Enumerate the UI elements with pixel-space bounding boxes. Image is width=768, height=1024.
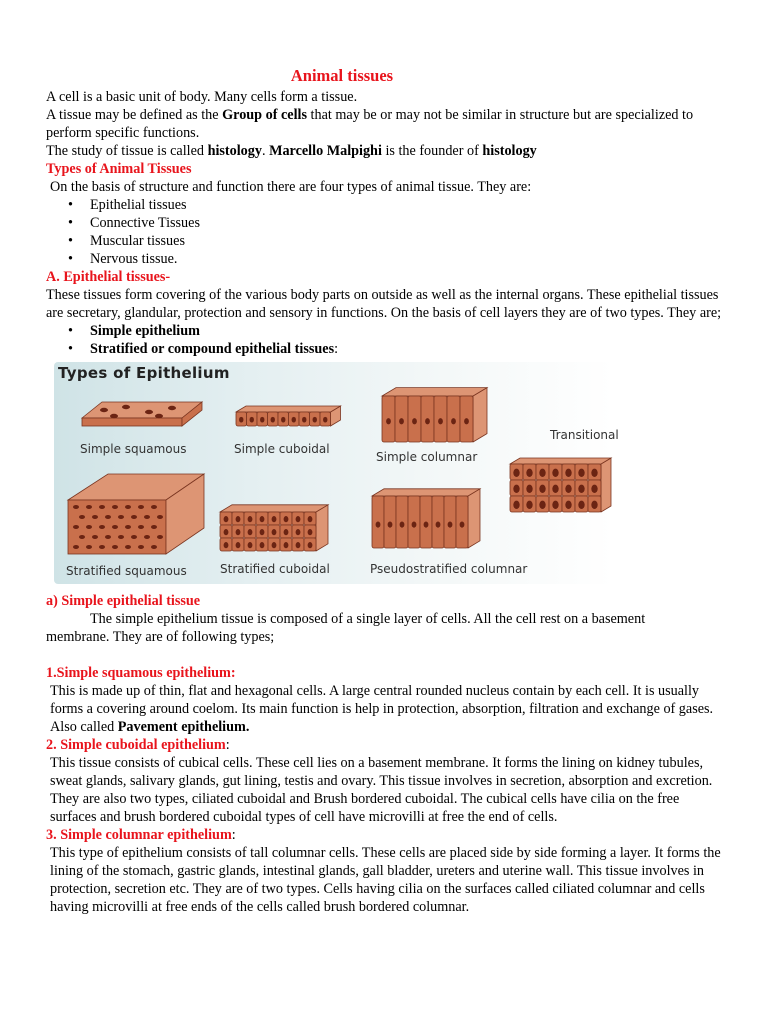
intro-line-3: [46, 142, 726, 160]
stratified-squamous-nucleus: [151, 545, 157, 549]
simple-epithelial-heading: a) Simple epithelial tissue: [46, 593, 201, 609]
simple-text-line-2: membrane. They are of following types;: [46, 629, 275, 645]
stratified-squamous-nucleus: [138, 545, 144, 549]
stratified-squamous-nucleus: [105, 535, 111, 539]
stratified-squamous-nucleus: [157, 535, 163, 539]
intro-line-3-mid: is the founder of: [381, 143, 483, 159]
squamous-heading: 1.Simple squamous epithelium:: [46, 665, 236, 681]
simple-text-line-1: [46, 610, 726, 628]
simple-epithelium-item: Simple epithelium: [90, 323, 200, 339]
stratified-squamous-nucleus: [105, 515, 111, 519]
stratified-squamous-nucleus: [92, 515, 98, 519]
stratified-squamous-nucleus: [99, 505, 105, 509]
label-simple-cuboidal: Simple cuboidal: [234, 442, 330, 456]
stratified-epithelium-item: Stratified or compound epithelial tissues: [90, 341, 335, 357]
stratified-squamous-nucleus: [73, 505, 79, 509]
squamous-text-body: This is made up of thin, flat and hexagonal cells. A large central rounded nucleus contain by each cell. It is usually forms a covering around coelom. Its main function is help in protection, absorption, filtration and exchange of gases. Also called: [50, 683, 714, 735]
squamous-text: [46, 682, 726, 736]
stratified-squamous-nucleus: [144, 515, 150, 519]
page-title: Animal tissues: [290, 66, 394, 85]
cuboidal-heading-row: [46, 736, 726, 754]
label-stratified-squamous: Stratified squamous: [66, 564, 187, 578]
squamous-nucleus: [145, 410, 153, 414]
epithelium-illustration: [54, 362, 614, 584]
intro-line-3-pre: The study of tissue is called: [46, 143, 208, 159]
stratified-squamous-nucleus: [99, 525, 105, 529]
stratified-squamous-nucleus: [125, 545, 131, 549]
squamous-nucleus: [122, 405, 130, 409]
stratified-squamous-nucleus: [138, 505, 144, 509]
label-transitional: Transitional: [550, 428, 619, 442]
stratified-squamous-nucleus: [79, 535, 85, 539]
intro-line-3-sep: .: [261, 143, 270, 159]
list-item: • Muscular tissues: [46, 232, 726, 250]
simple-cuboidal-block: [236, 406, 341, 426]
squamous-nucleus: [100, 408, 108, 412]
simple-squamous-front: [82, 418, 182, 426]
intro-line-2-post: that may be or may not be similar in structure but are specialized to perform specific functions.: [46, 107, 694, 141]
stratified-squamous-nucleus: [151, 505, 157, 509]
stratified-squamous-nucleus: [131, 515, 137, 519]
heading-suffix: :: [231, 827, 236, 843]
epithelial-heading: A. Epithelial tissues-: [46, 269, 171, 285]
stratified-squamous-nucleus: [92, 535, 98, 539]
stratified-squamous-nucleus: [144, 535, 150, 539]
figure-title: Types of Epithelium: [58, 364, 230, 382]
squamous-nucleus: [155, 414, 163, 418]
list-item: • Connective Tissues: [46, 214, 726, 232]
stratified-squamous-nucleus: [112, 525, 118, 529]
cuboidal-heading: 2. Simple cuboidal epithelium: [46, 737, 226, 753]
epithelial-types-list: [46, 322, 726, 358]
stratified-squamous-nucleus: [86, 505, 92, 509]
pseudostratified-block: [372, 489, 480, 548]
histology-term-2: histology: [482, 143, 537, 159]
stratified-squamous-nucleus: [125, 505, 131, 509]
squamous-nucleus: [110, 414, 118, 418]
intro-line-1: A cell is a basic unit of body. Many cells form a tissue.: [46, 89, 358, 105]
label-stratified-cuboidal: Stratified cuboidal: [220, 562, 330, 576]
stratified-squamous-nucleus: [118, 515, 124, 519]
stratified-squamous-nucleus: [118, 535, 124, 539]
stratified-cuboidal-block: [220, 505, 328, 551]
label-simple-columnar: Simple columnar: [376, 450, 478, 464]
transitional-block: [510, 458, 611, 512]
stratified-squamous-nucleus: [86, 545, 92, 549]
epithelial-text: These tissues form covering of the various body parts on outside as well as the internal organs. These epithelial tissues are secretary, glandular, protection and sensory in functions. On the basis of cell layers they are of two types. They are;: [46, 287, 722, 321]
stratified-squamous-nucleus: [112, 545, 118, 549]
tissue-types-list: [46, 196, 726, 268]
epithelium-figure: [54, 362, 619, 584]
stratified-squamous-nucleus: [138, 525, 144, 529]
list-item: [46, 322, 726, 340]
item-suffix: :: [334, 341, 339, 357]
intro-line-2-pre: A tissue may be defined as the: [46, 107, 223, 123]
stratified-squamous-nucleus: [112, 505, 118, 509]
heading-suffix: :: [225, 737, 230, 753]
list-item: • Epithelial tissues: [46, 196, 726, 214]
stratified-squamous-nucleus: [99, 545, 105, 549]
stratified-squamous-nucleus: [86, 525, 92, 529]
list-item: • Nervous tissue.: [46, 250, 726, 268]
stratified-squamous-nucleus: [131, 535, 137, 539]
stratified-squamous-nucleus: [151, 525, 157, 529]
list-item: [46, 340, 726, 358]
types-heading: Types of Animal Tissues: [46, 161, 192, 177]
intro-line-2: [46, 106, 726, 142]
document-page: [46, 66, 726, 916]
stratified-squamous-nucleus: [73, 525, 79, 529]
stratified-squamous-nucleus: [79, 515, 85, 519]
squamous-nucleus: [168, 406, 176, 410]
columnar-heading-row: [46, 826, 726, 844]
label-pseudostratified-columnar: Pseudostratified columnar: [370, 562, 528, 576]
histology-term: histology: [207, 143, 262, 159]
stratified-squamous-nucleus: [125, 525, 131, 529]
columnar-text: This type of epithelium consists of tall columnar cells. These cells are placed side by side forming a layer. It forms the lining of the stomach, gastric glands, intestinal glands, gall bladder, ureters and uterine wall. This tissue involves in protection, secretion etc. They are of two types. Cells having cilia on the surfaces called ciliated columnar and cells having microvilli at free ends of the cells called brush bordered columnar.: [50, 845, 721, 915]
stratified-squamous-nucleus: [157, 515, 163, 519]
malpighi-name: Marcello Malpighi: [269, 143, 382, 159]
types-intro: On the basis of structure and function there are four types of animal tissue. They are:: [50, 179, 532, 195]
simple-text-1: The simple epithelium tissue is composed of a single layer of cells. All the cell rest on a basement: [90, 611, 646, 627]
simple-columnar-block: [382, 388, 487, 442]
label-simple-squamous: Simple squamous: [80, 442, 187, 456]
columnar-heading: 3. Simple columnar epithelium: [46, 827, 232, 843]
cuboidal-text: This tissue consists of cubical cells. These cell lies on a basement membrane. It forms the lining on kidney tubules, sweat glands, salivary glands, gut lining, testis and ovary. This tissue involves in secretion, absorption and excretion. They are also two types, ciliated cuboidal and Brush bordered cuboidal. The cubical cells have cilia on the free surfaces and brush bordered cuboidal types of cell have microvilli at free the end of cells.: [50, 755, 713, 825]
stratified-squamous-nucleus: [73, 545, 79, 549]
pavement-epithelium-term: Pavement epithelium.: [117, 719, 250, 735]
group-of-cells-term: Group of cells: [222, 107, 307, 123]
